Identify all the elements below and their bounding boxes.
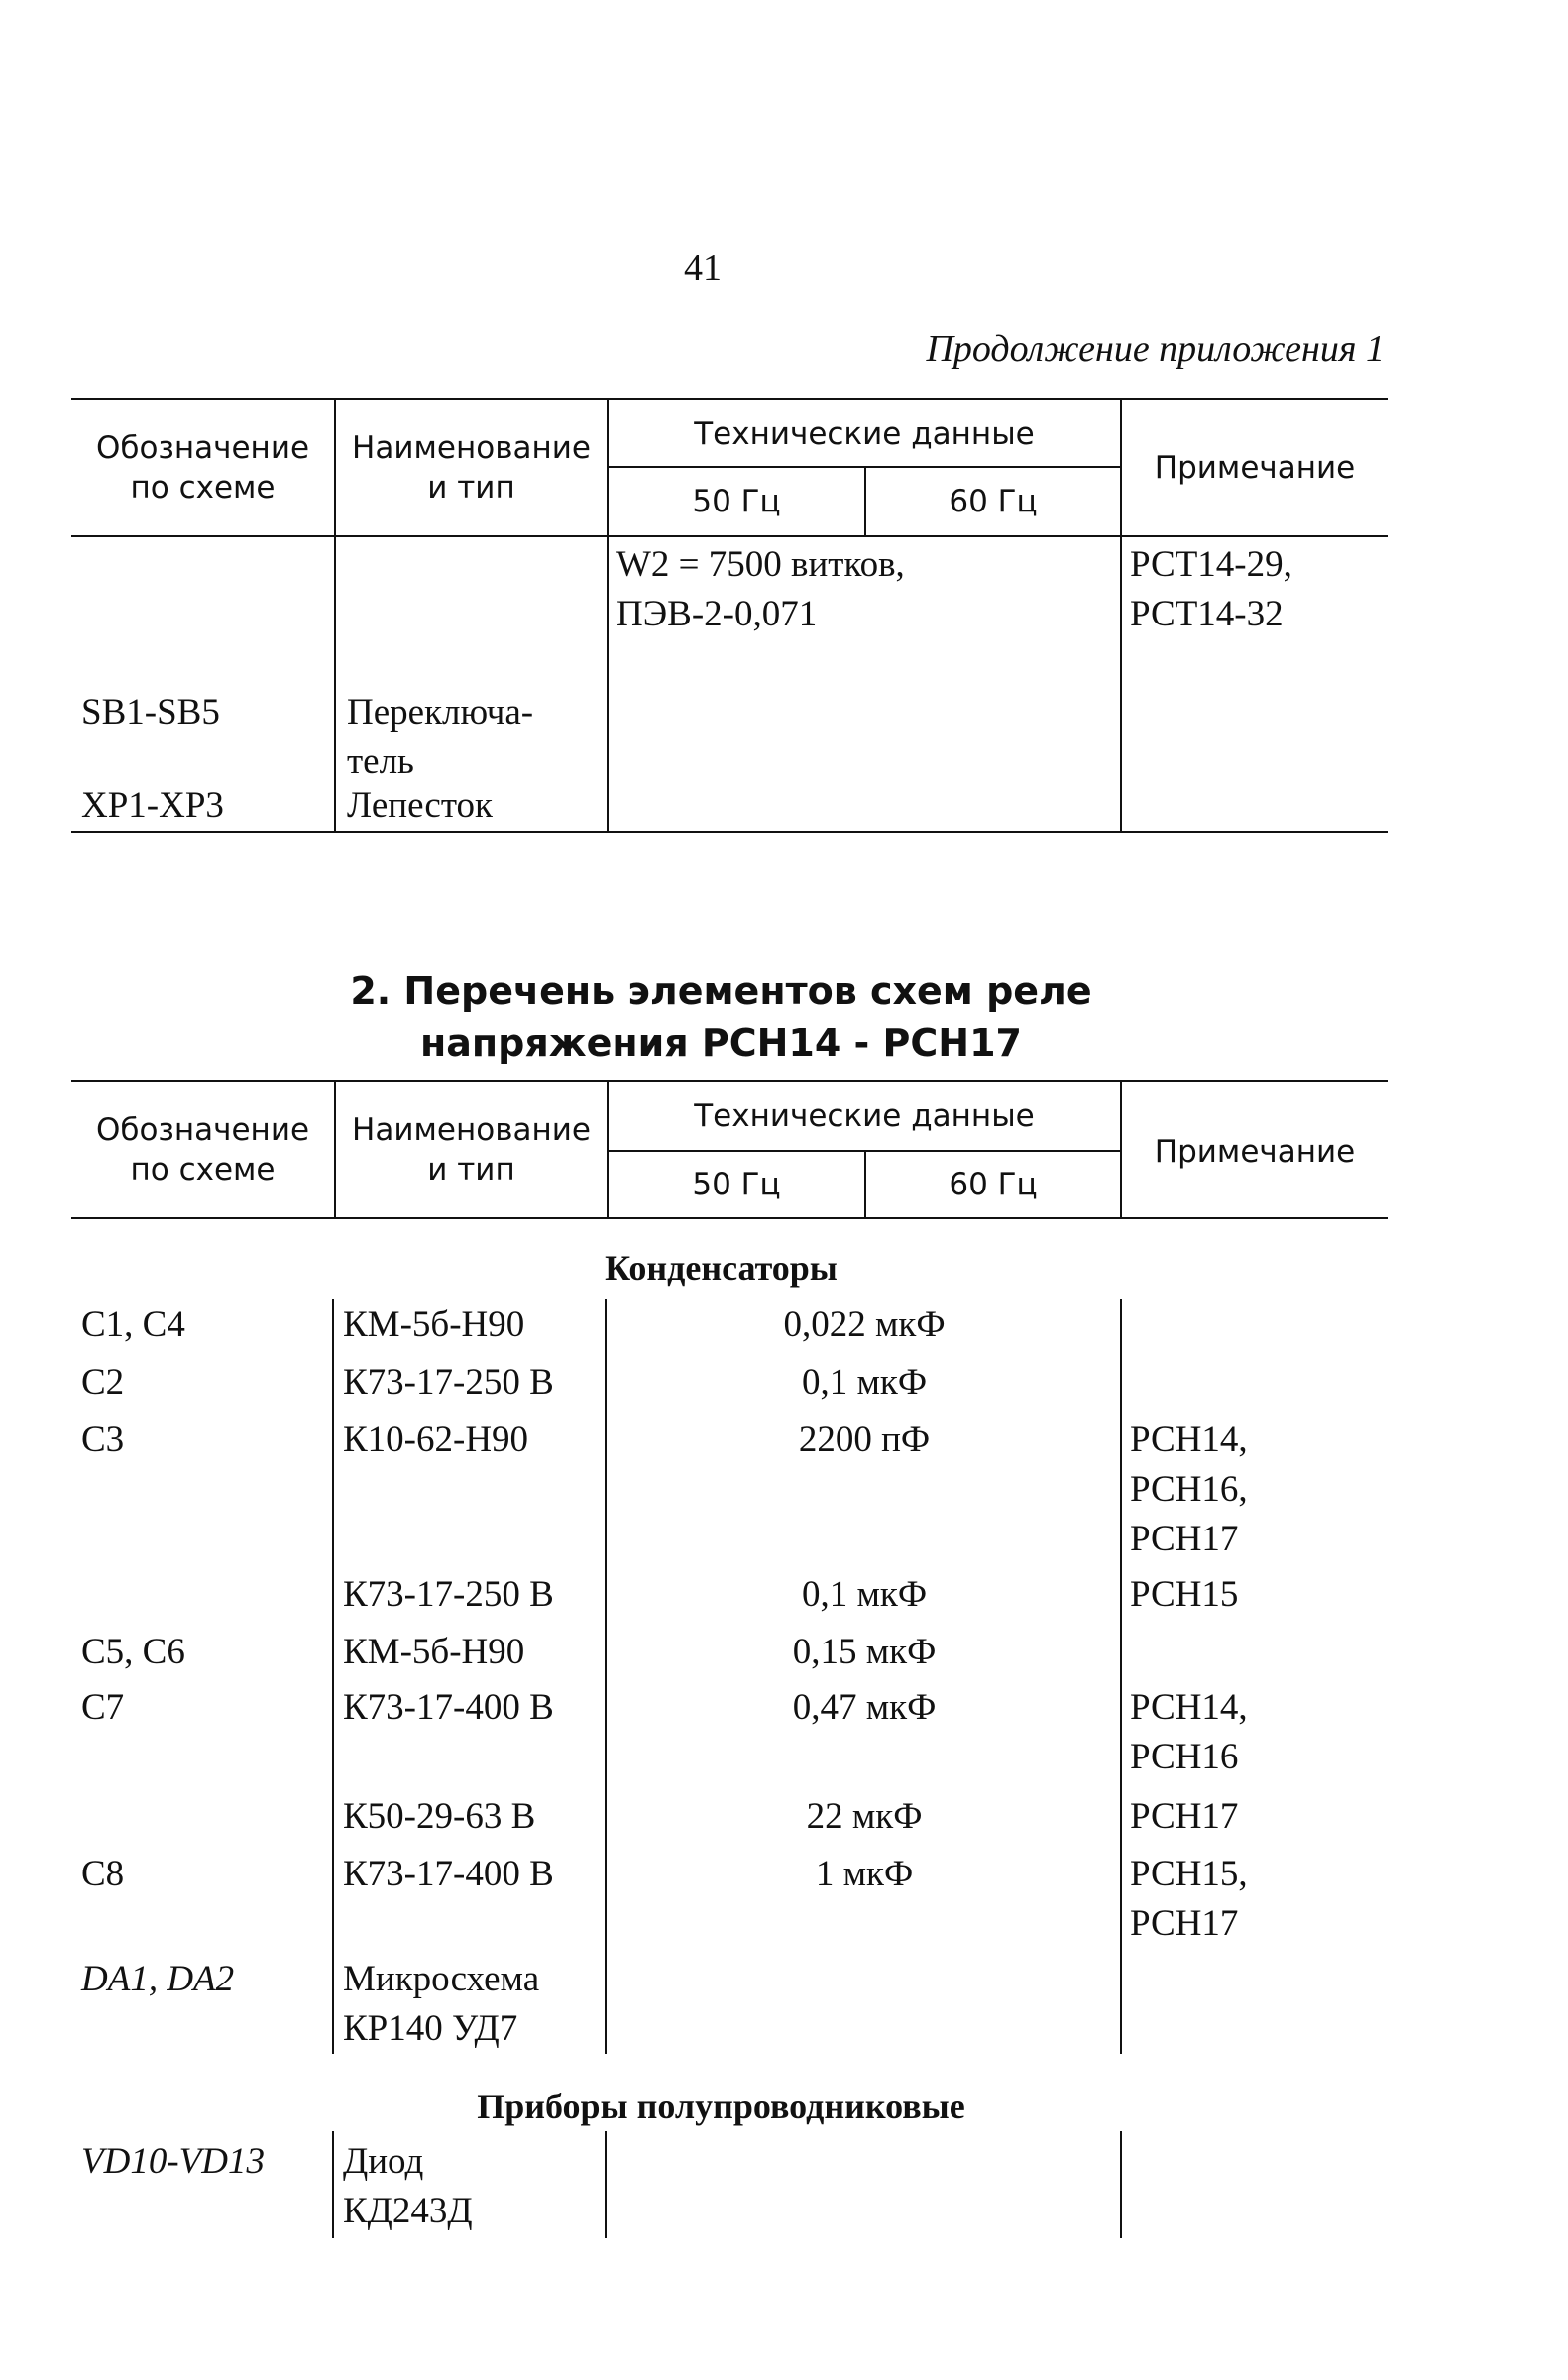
designation-cell: C2 bbox=[81, 1362, 125, 1403]
header-tech-data: Технические данные bbox=[694, 416, 1035, 452]
note-cell: РСН15 bbox=[1130, 1574, 1239, 1615]
tech-value: W2 = 7500 витков, bbox=[616, 544, 905, 585]
value-cell: 1 мкФ bbox=[815, 1854, 914, 1894]
name-cell: Лепесток bbox=[347, 785, 493, 826]
name-cell: К50-29-63 В bbox=[343, 1796, 536, 1837]
note-cell: РСН15, РСН17 bbox=[1130, 1854, 1248, 1944]
value-cell: 0,022 мкФ bbox=[783, 1304, 946, 1345]
note-cell: РСН17 bbox=[1130, 1796, 1239, 1837]
header-name-type: Наименование и тип bbox=[352, 430, 591, 506]
header-50hz: 50 Гц bbox=[692, 484, 781, 519]
designation-cell: DA1, DA2 bbox=[81, 1959, 235, 1999]
note-cell: РСН14, РСН16 bbox=[1130, 1687, 1248, 1777]
value-cell: 0,47 мкФ bbox=[792, 1687, 937, 1728]
name-cell: К73-17-400 В bbox=[343, 1687, 554, 1728]
designation-cell: C7 bbox=[81, 1687, 125, 1728]
header-50hz: 50 Гц bbox=[692, 1167, 781, 1202]
designation-cell: XP1-XP3 bbox=[81, 785, 224, 826]
name-cell: К73-17-250 В bbox=[343, 1362, 554, 1403]
name-cell: КМ-5б-Н90 bbox=[343, 1304, 525, 1345]
name-cell: КМ-5б-Н90 bbox=[343, 1632, 525, 1672]
value-cell: 0,15 мкФ bbox=[792, 1632, 937, 1672]
value-cell: 0,1 мкФ bbox=[801, 1362, 928, 1403]
value-cell: 2200 пФ bbox=[798, 1419, 931, 1460]
section-title: 2. Перечень элементов схем реле напряжения РСН14 - РСН17 bbox=[350, 969, 1092, 1065]
table-row bbox=[616, 540, 905, 639]
name-cell: Диод КД243Д bbox=[343, 2141, 473, 2231]
continuation-label: Продолжение приложения 1 bbox=[926, 328, 1385, 370]
group-title-semiconductors: Приборы полупроводниковые bbox=[477, 2087, 965, 2126]
name-cell: К10-62-Н90 bbox=[343, 1419, 529, 1460]
header-designation: Обозначение по схеме bbox=[95, 430, 310, 506]
designation-cell: C8 bbox=[81, 1854, 125, 1894]
name-cell: Микросхема КР140 УД7 bbox=[343, 1959, 540, 2049]
designation-cell: C1, C4 bbox=[81, 1304, 185, 1345]
value-cell: 0,1 мкФ bbox=[801, 1574, 928, 1615]
note-cell: РСТ14-29, РСТ14-32 bbox=[1130, 544, 1292, 634]
page-number: 41 bbox=[684, 247, 722, 288]
value-cell: 22 мкФ bbox=[806, 1796, 923, 1837]
name-cell: Переключа- тель bbox=[347, 692, 534, 782]
header-designation: Обозначение по схеме bbox=[95, 1112, 310, 1188]
header-60hz: 60 Гц bbox=[949, 484, 1038, 519]
name-cell: К73-17-400 В bbox=[343, 1854, 554, 1894]
designation-cell: SB1-SB5 bbox=[81, 692, 220, 733]
tech-value: ПЭВ-2-0,071 bbox=[616, 594, 818, 634]
group-title-capacitors: Конденсаторы bbox=[605, 1248, 838, 1288]
header-60hz: 60 Гц bbox=[949, 1167, 1038, 1202]
note-cell: РСН14, РСН16, РСН17 bbox=[1130, 1419, 1248, 1559]
header-note: Примечание bbox=[1154, 450, 1356, 486]
header-name-type: Наименование и тип bbox=[352, 1112, 591, 1188]
name-cell: К73-17-250 В bbox=[343, 1574, 554, 1615]
designation-cell: C3 bbox=[81, 1419, 125, 1460]
designation-cell: VD10-VD13 bbox=[81, 2141, 265, 2182]
designation-cell: C5, C6 bbox=[81, 1632, 185, 1672]
header-note: Примечание bbox=[1154, 1134, 1356, 1170]
header-tech-data: Технические данные bbox=[694, 1098, 1035, 1134]
